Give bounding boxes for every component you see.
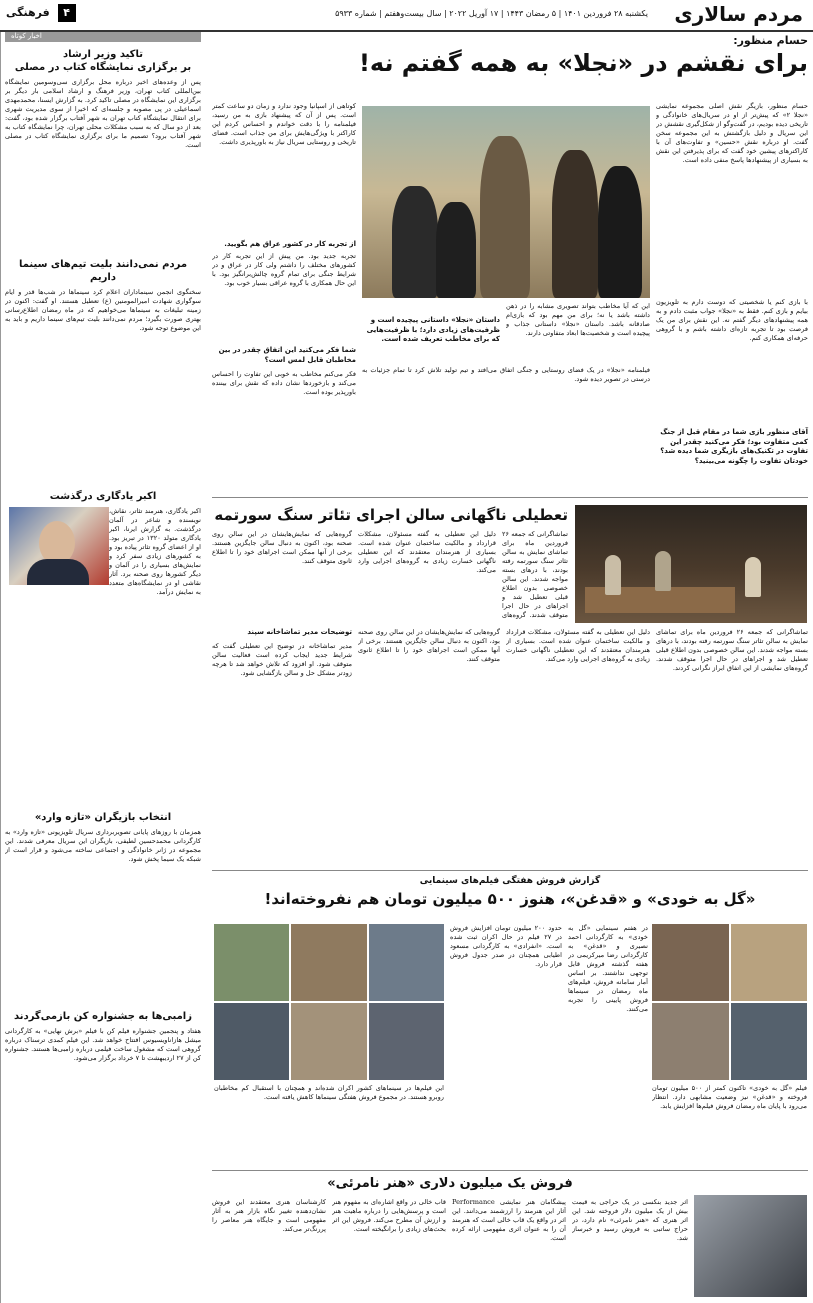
sidebar-item-title: مردم نمی‌دانند بلیت تیم‌های سینما داریم	[18, 259, 188, 283]
story-three-kicker: گزارش فروش هفتگی فیلم‌های سینمایی	[419, 876, 601, 886]
story-three-col: در هفتم سینمایی «گل به خودی» به کارگردانی احمد نصیری و «قدغن» به کارگردانی رضا میرکریمی در هفته گذشته فروش قابل توجهی نداشتند. بر اساس آمار سامانه فروش، فیلم‌های ماه رمضان در سینماها فروش پایینی را تجربه می‌کنند.	[568, 924, 648, 1013]
film-poster-grid	[652, 924, 807, 1080]
lead-quote-right: آقای منظور بازی شما در مقام قبل از جنگ کمی متفاوت بود؛ فکر می‌کنید چقدر این تفاوت در تکنیک‌های بازیگری شما دیده شد؟ خودتان تفاوت را چگونه می‌بینید؟	[660, 428, 808, 465]
portrait-suit	[27, 559, 89, 585]
section-label	[6, 4, 76, 22]
lead-quote-left: از تجربه کار در کشور عراق هم بگویید.	[224, 240, 356, 248]
story-two-title: تعطیلی ناگهانی سالن اجرای تئاتر سنگ سورتمه	[214, 506, 568, 524]
story-two-col: دلیل این تعطیلی به گفته مسئولان، مشکلات قرارداد و مالکیت ساختمان عنوان شده است. بسیاری از هنرمندان معتقدند که این تعطیلی ناگهانی خسارت زیادی به گروه‌های اجرایی وارد می‌کند.	[358, 530, 496, 574]
story-four-col: قاب خالی در واقع اشاره‌ای به مفهوم هنر است و پرسش‌هایی را درباره ماهیت هنر و ارزش آن مطرح می‌کند. فروش این اثر بحث‌های زیادی را برانگیخته است.	[332, 1198, 446, 1233]
lead-col-center-2: فیلمنامه «نجلا» در یک فضای روستایی و جنگی اتفاق می‌افتد و تیم تولید تلاش کرد تا تمام جزئیات به درستی در تصویر دیده شود.	[362, 366, 650, 383]
film-still	[369, 1003, 444, 1080]
sidebar-item-title: اکبر یادگاری درگذشت	[49, 491, 157, 502]
section-name: فرهنگی	[6, 6, 50, 19]
lead-col-right-2: با بازی کنم یا شخصیتی که دوست دارم به تلویزیون بیایم و بازی کنم. فقط به «نجلا» جواب مثبت دادم و به همه پیشنهادهای دیگر گفتم نه. این نقش برای من یک فرصت بود تا تجربه تازه‌ای داشته باشم و با گروهی حرفه‌ای همکاری کنم.	[656, 298, 808, 342]
sidebar-item-body: اکبر یادگاری، هنرمند تئاتر، نقاش، نویسنده و شاعر در آلمان درگذشت. به گزارش ایرنا، اکبر یادگاری متولد ۱۳۲۰ در تبریز بود. او از اعضای گروه تئاتر پیاده بود و به کشورهای زیادی سفر کرد و نمایش‌های بسیاری را در آلمان و دیگر کشورها روی صحنه برد. آثار نقاشی او در نمایشگاه‌های متعدد به نمایش درآمد.	[109, 507, 201, 596]
photo-figure	[436, 202, 476, 298]
lead-col-right: حسام منظور، بازیگر نقش اصلی مجموعه نمایشی «نجلا ۲» که پیش‌تر از او در سریال‌های خانوادگی و تاریخی دیده بودیم، در گفت‌وگو از شکل‌گیری نقشش در این سریال و دلیل بازگشتش به این مجموعه سخن گفت. او درباره نقش «حسین» و تفاوت‌های آن با کاراکترهای پیشین خود گفت که برای پذیرفتن این نقش به بسیاری از پیشنهادها پاسخ منفی داده است.	[656, 102, 808, 164]
page-header	[0, 0, 813, 32]
theatre-photo	[575, 505, 807, 623]
film-still	[214, 1003, 289, 1080]
photo-figure	[552, 150, 598, 298]
sidebar-news	[0, 32, 205, 1303]
story-two-col: گروه‌هایی که نمایش‌هایشان در این سالن روی صحنه بود، اکنون به دنبال سالن جایگزین هستند. برخی از آنها ممکن است اجراهای خود را تا اطلاع ثانوی متوقف کنند.	[358, 628, 500, 663]
lead-headline: برای نقشم در «نجلا» به همه گفتم نه!	[358, 49, 808, 77]
sidebar-item-title: تاکید وزیر ارشاد بر برگزاری نمایشگاه کتاب در مصلی	[14, 49, 192, 73]
story-three-col: این فیلم‌ها در سینماهای کشور اکران شده‌اند و همچنان با استقبال کم مخاطبان روبرو هستند. در مجموع فروش هفتگی سینماها کاهش یافته است.	[214, 1084, 444, 1101]
lead-quote-left-2: شما فکر می‌کنید این اتفاق چقدر در بین مخاطبان قابل لمس است؟	[218, 346, 356, 364]
story-two-col: تماشاگرانی که جمعه ۲۶ فروردین ماه برای تماشای نمایش به سالن تئاتر سنگ سورتمه رفته بودند، با درهای بسته مواجه شدند. این سالن خصوصی بدون اطلاع قبلی تعطیل شد و اجراهای در حال اجرا متوقف شدند. گروه‌های نمایشی از این اتفاق ابراز نگرانی کردند.	[656, 628, 808, 672]
film-still	[731, 1003, 808, 1080]
story-two-col: دلیل این تعطیلی به گفته مسئولان، مشکلات قرارداد و مالکیت ساختمان عنوان شده است. بسیاری از هنرمندان معتقدند که این تعطیلی ناگهانی خسارت زیادی به گروه‌های اجرایی وارد می‌کند.	[506, 628, 650, 663]
section-divider	[212, 1170, 808, 1171]
lead-quote-center: داستان «نجلا» داستانی پیچیده است و ظرفیت‌های زیادی دارد؛ با ظرفیت‌هایی که برای مخاطب تعریف شده است.	[366, 316, 500, 343]
lead-col-left-3: فکر می‌کنم مخاطب به خوبی این تفاوت را احساس می‌کند و بازخوردها نشان داده که نقش برای بیننده باورپذیر بوده است.	[212, 370, 356, 396]
lead-col-left-2: تجربه جدید بود. من پیش از این تجربه کار در کشورهای مختلف را داشتم ولی کار در عراق و در شرایط جنگی برای تمام گروه چالش‌برانگیز بود. با این حال همکاری با گروه عراقی بسیار خوب بود.	[212, 252, 356, 287]
sidebar-item-body: هفتاد و پنجمین جشنواره فیلم کن با فیلم «برش نهایی» به کارگردانی میشل هازاناویسیوس افتتاح خواهد شد. این فیلم کمدی ترسناک درباره گروهی است که مشغول ساخت فیلمی درباره زامبی‌ها هستند. جشنواره کن از ۲۷ اردیبهشت تا ۷ خرداد برگزار می‌شود.	[5, 1027, 201, 1062]
story-three-title: «گل به خودی» و «قدغن»، هنوز ۵۰۰ میلیون تومان هم نفروخته‌اند!	[264, 890, 756, 908]
lead-col-center: این که آیا مخاطب بتواند تصویری مشابه را در ذهن داشته باشد یا نه؛ برای من مهم بود که بازی‌ام صادقانه باشد. داستان «نجلا» داستانی جذاب و پیچیده است و شخصیت‌ها ابعاد متفاوتی دارند.	[506, 302, 650, 337]
film-still	[731, 924, 808, 1001]
artwork-photo	[694, 1195, 807, 1297]
sidebar-item-title: انتخاب بازیگران «تازه وارد»	[34, 812, 172, 823]
sidebar-item-body: همزمان با روزهای پایانی تصویربرداری سریال تلویزیونی «تازه وارد» به کارگردانی محمدحسین لطیفی، بازیگران این سریال معرفی شدند. این مجموعه در ژانر خانوادگی و اجتماعی ساخته می‌شود و قرار است از شبکه یک سیما پخش شود.	[5, 828, 201, 863]
story-four-col: کارشناسان هنری معتقدند این فروش نشان‌دهنده تغییر نگاه بازار هنر به آثار مفهومی است و جایگاه هنر معاصر را پررنگ‌تر می‌کند.	[212, 1198, 326, 1233]
photo-figure	[392, 186, 438, 298]
film-still	[291, 924, 366, 1001]
lead-kicker: حسام منظور:	[733, 34, 808, 47]
story-two-col: مدیر تماشاخانه در توضیح این تعطیلی گفت که شرایط جدید ایجاب کرده است فعالیت سالن متوقف شود. او افزود که تلاش خواهد شد تا هرچه زودتر مشکل حل و سالن بازگشایی شود.	[212, 642, 352, 677]
photo-figure	[605, 555, 621, 595]
sidebar-item-title: زامبی‌ها به جشنواره کن بازمی‌گردند	[14, 1011, 192, 1022]
photo-figure	[598, 166, 642, 298]
film-still	[291, 1003, 366, 1080]
sidebar-strip: اخبار کوتاه	[5, 32, 201, 42]
film-photo-grid	[214, 924, 444, 1080]
sidebar-item-body: سخنگوی انجمن سینماداران اعلام کرد سینماها در شب‌ها قدر و ایام سوگواری شهادت امیرالمومنین (ع) تعطیل هستند. او گفت: اکنون در زمینه تبلیغات به سینماها می‌خواهیم که در ماه رمضان اطلاع‌رسانی بهتری صورت بگیرد؛ مردم نمی‌دانند بلیت تیم‌های سینما داریم و باید به این موضوع توجه شود.	[5, 288, 201, 332]
film-still	[369, 924, 444, 1001]
lead-photo	[362, 106, 650, 298]
story-three-col: حدود ۲۰۰ میلیون تومان افزایش فروش در ۲۷ فیلم در حال اکران ثبت شده است. «انفرادی» به کارگردانی مسعود اطیابی همچنان در صدر جدول فروش قرار دارد.	[450, 924, 562, 968]
newspaper-logo: مردم سالاری	[674, 2, 803, 26]
section-divider	[212, 497, 808, 498]
film-still	[652, 1003, 729, 1080]
lead-story-heading	[212, 34, 808, 77]
story-four-col: پیشگامان هنر نمایشی Performance آثار این هنرمند را ارزشمند می‌دانند. این اثر در واقع یک قاب خالی است که هنرمند آن را به عنوان اثری مفهومی ارائه کرده است.	[452, 1198, 566, 1242]
lead-col-left: کوتاهی از اسپانیا وجود ندارد و زمان دو ساعت کمتر است. پس از آن که پیشنهاد بازی به من رسید، فیلمنامه را با دقت خواندم و احساس کردم این کاراکتر با ویژگی‌هایش برای من جذاب است. فضای تاریخی و روستایی سریال نیاز به باورپذیری داشت.	[212, 102, 356, 146]
story-four-col: اثر جدید بنکسی در یک حراجی به قیمت بیش از یک میلیون دلار فروخته شد. این اثر هنری که «هنر نامرئی» نام دارد، در حراج ساتبی به فروش رسید و خبرساز شد.	[572, 1198, 688, 1242]
date-line: یکشنبه ۲۸ فروردین ۱۴۰۱ | ۵ رمضان ۱۴۴۳ | ۱۷ آوریل ۲۰۲۲ | سال بیست‌وهفتم | شماره ۵۹۳۳	[335, 9, 648, 18]
sidebar-item-body: پس از وعده‌های اخیر درباره محل برگزاری سی‌وسومین نمایشگاه بین‌المللی کتاب تهران، وزیر فرهنگ و ارشاد اسلامی بار دیگر بر برگزاری این نمایشگاه در مصلی تاکید کرد. به گزارش ایسنا، محمدمهدی اسماعیلی در پی مصوبه و جلسه‌ای که اخیرا از سوی مدیریت شهری برای انتقال نمایشگاه کتاب تهران به شهر آفتاب برگزار شده بود، گفت: بعد از دو سال که به سبب مشکلات محلی تهران، چرا نمایشگاه کتاب به شهر آفتاب برود؟ تصمیم ما برای برگزاری نمایشگاه کتاب در مصلی است.	[5, 78, 201, 149]
story-three-col: فیلم «گل به خودی» تاکنون کمتر از ۵۰۰ میلیون تومان فروخته و «قدغن» نیز وضعیت مشابهی دارد. انتظار می‌رود با پایان ماه رمضان فروش فیلم‌ها افزایش یابد.	[652, 1084, 807, 1110]
photo-figure	[655, 551, 671, 591]
portrait-photo	[9, 507, 109, 585]
film-still	[652, 924, 729, 1001]
section-divider	[212, 870, 808, 871]
story-two-col: تماشاگرانی که جمعه ۲۶ فروردین ماه برای تماشای نمایش به سالن تئاتر سنگ سورتمه رفته بودند، با درهای بسته مواجه شدند. این سالن خصوصی بدون اطلاع قبلی تعطیل شد و اجراهای در حال اجرا متوقف شدند. گروه‌های	[502, 530, 568, 619]
photo-figure	[745, 557, 761, 597]
story-four-title: فروش یک میلیون دلاری «هنر نامرئی»	[327, 1176, 573, 1191]
story-two-subhead: توضیحات مدیر تماشاخانه سپند	[247, 628, 352, 636]
film-still	[214, 924, 289, 1001]
story-two-col: گروه‌هایی که نمایش‌هایشان در این سالن روی صحنه بود، اکنون به دنبال سالن جایگزین هستند. برخی از آنها ممکن است اجراهای خود را تا اطلاع ثانوی متوقف کنند.	[212, 530, 352, 565]
page-number: ۴	[58, 4, 76, 22]
photo-figure	[480, 136, 530, 298]
